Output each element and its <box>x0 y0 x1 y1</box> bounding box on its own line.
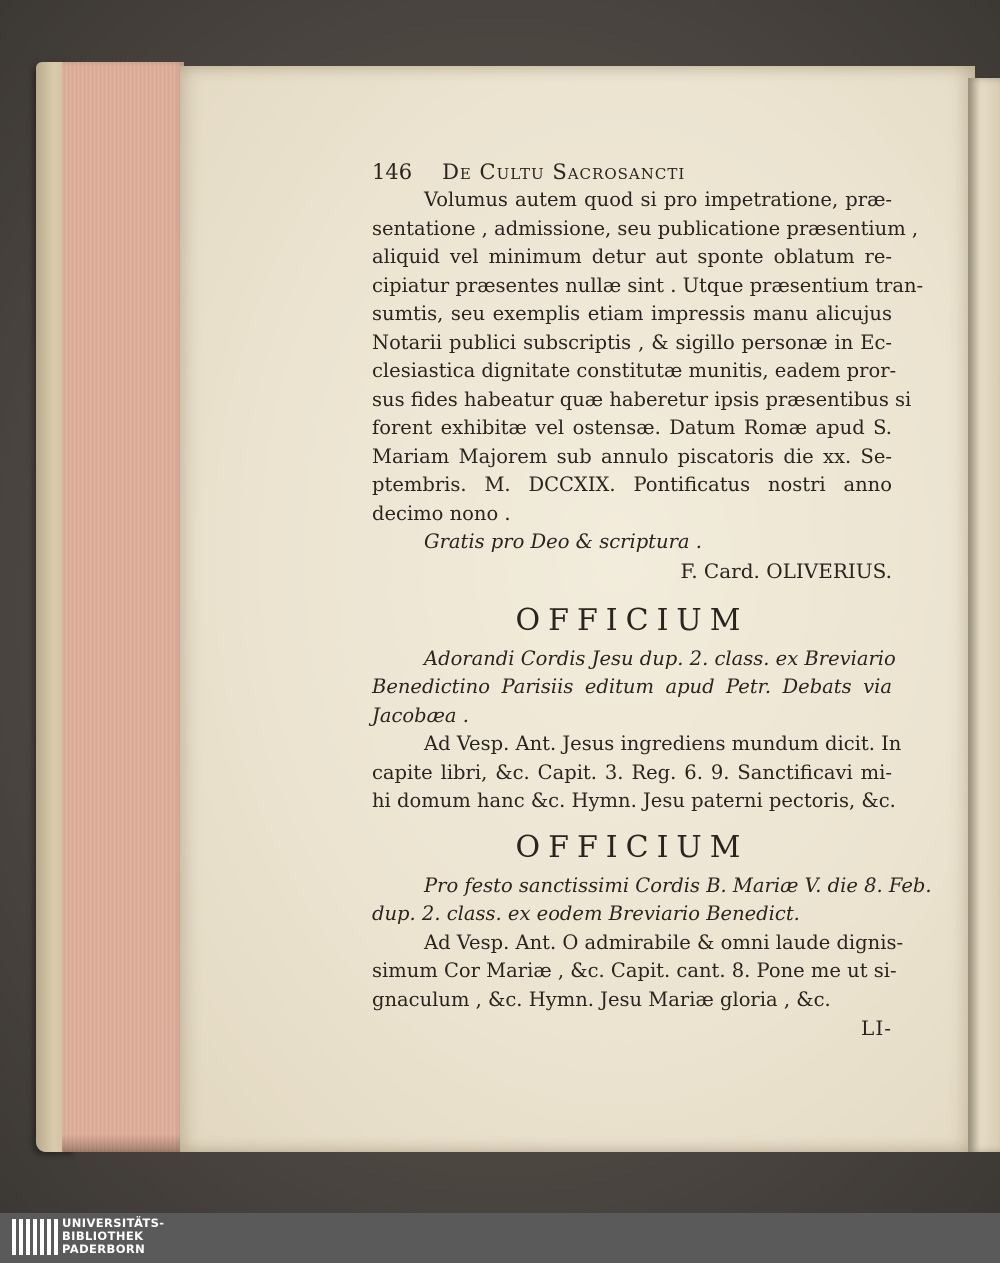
library-line: BIBLIOTHEK <box>62 1229 144 1243</box>
gratis-line: Gratis pro Deo & scriptura . <box>424 530 702 553</box>
running-title: De Cultu Sacrosancti <box>442 160 686 184</box>
paragraph-bull-text <box>372 186 924 557</box>
catchword: LI- <box>861 1016 892 1040</box>
text-line: sus fides habeatur quæ haberetur ipsis præsentibus si <box>372 387 912 411</box>
text-line: dup. 2. class. ex eodem Breviario Benedict. <box>372 902 800 925</box>
text-line: capite libri, &c. Capit. 3. Reg. 6. 9. Sanctificavi mi- <box>372 760 892 784</box>
text-line: Ad Vesp. Ant. O admirabile & omni laude dignis- <box>424 930 904 954</box>
page-text <box>372 160 932 1040</box>
text-line: decimo nono . <box>372 501 511 525</box>
text-line: ptembris. M. DCCXIX. Pontificatus nostri anno <box>372 473 892 496</box>
signature: F. Card. OLIVERIUS. <box>680 558 892 583</box>
text-line: Adorandi Cordis Jesu dup. 2. class. ex Breviario <box>424 646 896 670</box>
text-line: Ad Vesp. Ant. Jesus ingrediens mundum dicit. In <box>424 732 902 755</box>
text-line: sentatione , admissione, seu publicatione præsentium , <box>372 216 919 240</box>
text-line: sumtis, seu exemplis etiam impressis manu alicujus <box>372 302 892 325</box>
library-line: PADERBORN <box>62 1242 146 1256</box>
text-line: gnaculum , &c. Hymn. Jesu Mariæ gloria , &c. <box>372 987 831 1011</box>
text-line: clesiastica dignitate constitutæ munitis, eadem pror- <box>372 359 897 382</box>
library-line: UNIVERSITÄTS- <box>62 1216 165 1230</box>
text-line: simum Cor Mariæ , &c. Capit. cant. 8. Pone me ut si- <box>372 959 897 982</box>
text-line: Notarii publici subscriptis , & sigillo personæ in Ec- <box>372 330 892 354</box>
text-line: hi domum hanc &c. Hymn. Jesu paterni pectoris, &c. <box>372 789 896 812</box>
text-line: cipiatur præsentes nullæ sint . Utque præsentium tran- <box>372 273 924 297</box>
text-line: Pro festo sanctissimi Cordis B. Mariæ V. die 8. Feb. <box>424 873 932 897</box>
running-head <box>372 160 892 184</box>
library-footer <box>0 1213 1000 1263</box>
text-line: forent exhibitæ vel ostensæ. Datum Romæ apud S. <box>372 416 892 439</box>
text-line: Jacobæa . <box>372 703 469 727</box>
text-line: Volumus autem quod si pro impetratione, præ- <box>424 188 892 211</box>
section-officium-2 <box>372 872 932 1015</box>
section-heading: OFFICIUM <box>515 602 749 638</box>
text-line: Benedictino Parisiis editum apud Petr. Debats via <box>372 675 892 698</box>
section-heading: OFFICIUM <box>515 829 749 865</box>
page-number: 146 <box>372 160 413 184</box>
facing-page-edge <box>968 78 1000 1152</box>
page-edges <box>62 62 184 1152</box>
library-name <box>62 1217 164 1256</box>
section-officium-1 <box>372 645 902 816</box>
text-line: Mariam Majorem sub annulo piscatoris die xx. Se- <box>372 444 892 468</box>
text-line: aliquid vel minimum detur aut sponte oblatum re- <box>372 245 892 268</box>
library-logo-icon <box>12 1219 58 1255</box>
